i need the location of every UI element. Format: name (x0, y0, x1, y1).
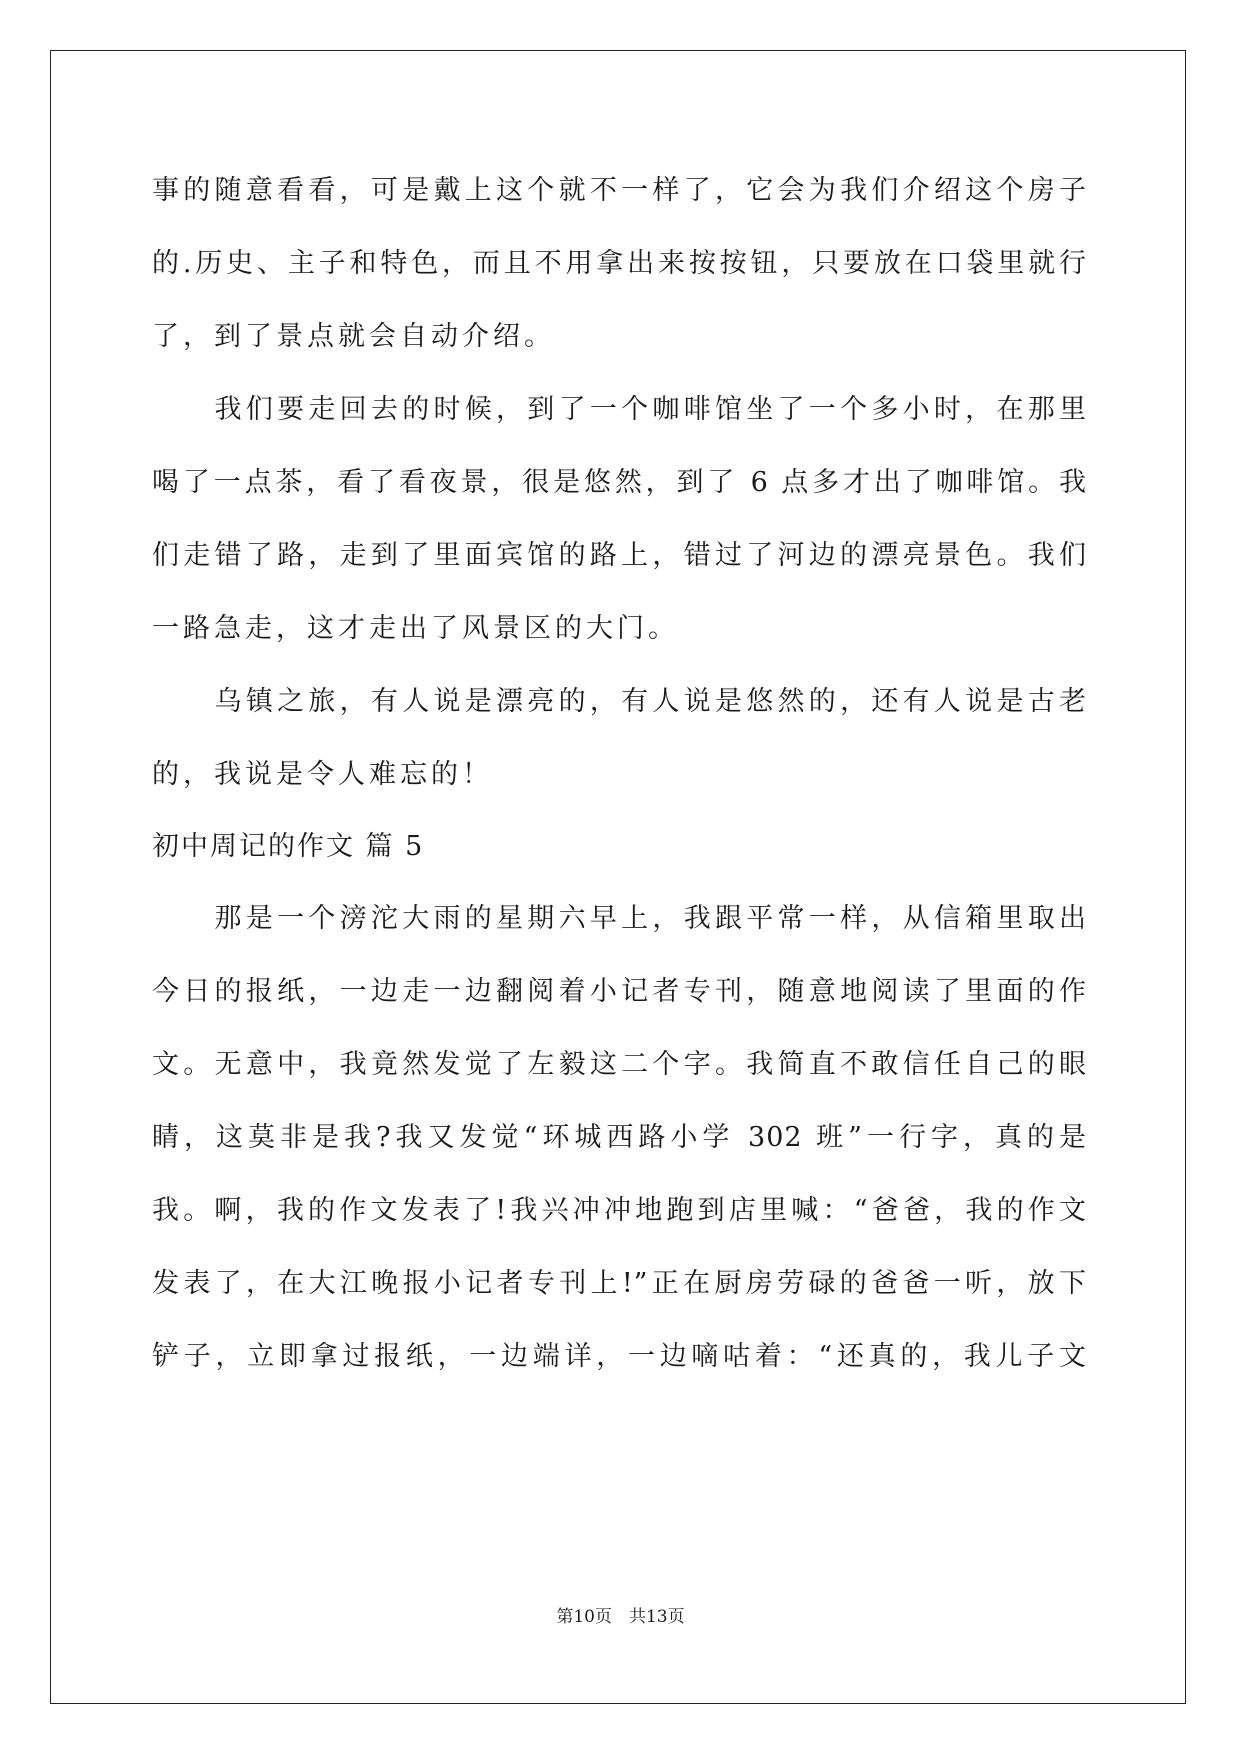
text-line: 了，到了景点就会自动介绍。 (152, 321, 555, 352)
text-line: 发表了，在大江晚报小记者专刊上!”正在厨房劳碌的爸爸一听，放下 (152, 1268, 1087, 1299)
text-line: 文。无意中，我竟然发觉了左毅这二个字。我简直不敢信任自己的眼 (152, 1049, 1087, 1080)
text-line: 乌镇之旅，有人说是漂亮的，有人说是悠然的，还有人说是古老 (152, 686, 1087, 717)
text-line: 事的随意看看，可是戴上这个就不一样了，它会为我们介绍这个房子 (152, 175, 1087, 206)
text-line: 我们要走回去的时候，到了一个咖啡馆坐了一个多小时，在那里 (152, 394, 1087, 425)
text-line: 一路急走，这才走出了风景区的大门。 (152, 613, 679, 644)
page-number: 第10页 共13页 (556, 1607, 685, 1627)
text-line: 铲子，立即拿过报纸，一边端详，一边嘀咕着：“还真的，我儿子文 (152, 1341, 1087, 1372)
page-border (50, 50, 1186, 1704)
text-line: 今日的报纸，一边走一边翻阅着小记者专刊，随意地阅读了里面的作 (152, 976, 1087, 1007)
text-line: 那是一个滂沱大雨的星期六早上，我跟平常一样，从信箱里取出 (152, 903, 1087, 934)
text-line: 我。啊，我的作文发表了!我兴冲冲地跑到店里喊：“爸爸，我的作文 (152, 1195, 1087, 1226)
text-line: 的.历史、主子和特色，而且不用拿出来按按钮，只要放在口袋里就行 (152, 248, 1087, 279)
section-heading: 初中周记的作文 篇 5 (152, 831, 425, 862)
text-line: 们走错了路，走到了里面宾馆的路上，错过了河边的漂亮景色。我们 (152, 540, 1087, 571)
text-line: 睛，这莫非是我?我又发觉“环城西路小学 302 班”一行字，真的是 (152, 1122, 1087, 1153)
text-line: 的，我说是令人难忘的！ (152, 759, 493, 790)
text-line: 喝了一点茶，看了看夜景，很是悠然，到了 6 点多才出了咖啡馆。我 (152, 467, 1087, 498)
